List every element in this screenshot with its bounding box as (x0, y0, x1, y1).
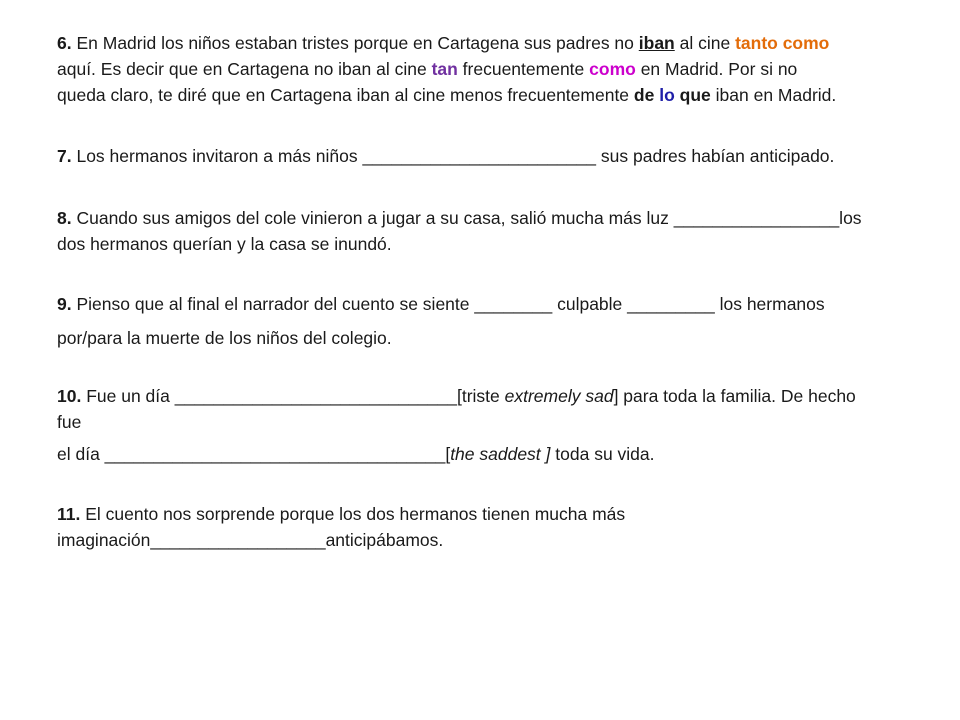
text-segment: frecuentemente (457, 59, 590, 79)
question-7 (57, 143, 937, 169)
question-8 (57, 205, 937, 257)
question-number: 8. (57, 208, 72, 228)
highlight-iban: iban (638, 33, 675, 53)
text-segment: al cine (674, 33, 736, 53)
question-number: 11. (57, 504, 81, 524)
translation-hint: extremely sad (504, 386, 614, 406)
question-text: Los hermanos invitaron a más niños ________________________ sus padres habían anticipado. (71, 146, 835, 166)
question-text: Cuando sus amigos del cole vinieron a jugar a su casa, salió mucha más luz _________________los (71, 208, 862, 228)
highlight-como: como (589, 59, 636, 79)
question-text: El cuento nos sorprende porque los dos hermanos tienen mucha más (80, 504, 626, 524)
question-11 (57, 501, 937, 553)
highlight-de: de (633, 85, 655, 105)
highlight-tanto-como: tanto como (735, 33, 830, 53)
text-segment: iban en Madrid. (710, 85, 837, 105)
question-9-line-2: por/para la muerte de los niños del colegio. (57, 328, 392, 348)
highlight-que: que (679, 85, 711, 105)
question-10-line-3 (57, 441, 937, 467)
text-segment: Fue un día _____________________________[triste (81, 386, 505, 406)
text-segment: queda claro, te diré que en Cartagena iban al cine menos frecuentemente (57, 85, 634, 105)
text-segment: el día ___________________________________[ (57, 444, 451, 464)
question-10-line-1 (57, 383, 937, 409)
question-7-line-1 (57, 143, 937, 169)
highlight-lo: lo (659, 85, 675, 105)
question-9 (57, 291, 937, 351)
question-9-line-1 (57, 291, 937, 317)
question-6-line-3 (57, 82, 937, 108)
question-6-line-1 (57, 30, 937, 56)
text-segment: ] para toda la familia. De hecho (613, 386, 856, 406)
question-text: Pienso que al final el narrador del cuento se siente ________ culpable _________ los hermanos (71, 294, 825, 314)
text-segment: toda su vida. (550, 444, 655, 464)
question-10 (57, 383, 937, 467)
question-number: 10. (57, 386, 82, 406)
text-segment: en Madrid. Por si no (635, 59, 798, 79)
question-number: 7. (57, 146, 72, 166)
text-segment: En Madrid los niños estaban tristes porque en Cartagena sus padres no (71, 33, 639, 53)
question-10-line-2: fue (57, 412, 82, 432)
translation-hint: the saddest ] (450, 444, 551, 464)
text-segment: aquí. Es decir que en Cartagena no iban al cine (57, 59, 432, 79)
question-number: 6. (57, 33, 72, 53)
question-11-line-2: imaginación__________________anticipábamos. (57, 530, 444, 550)
question-8-line-2: dos hermanos querían y la casa se inundó. (57, 234, 392, 254)
highlight-tan: tan (431, 59, 458, 79)
question-8-line-1 (57, 205, 937, 231)
question-6-line-2 (57, 56, 937, 82)
question-6 (57, 30, 937, 108)
question-11-line-1 (57, 501, 937, 527)
question-number: 9. (57, 294, 72, 314)
